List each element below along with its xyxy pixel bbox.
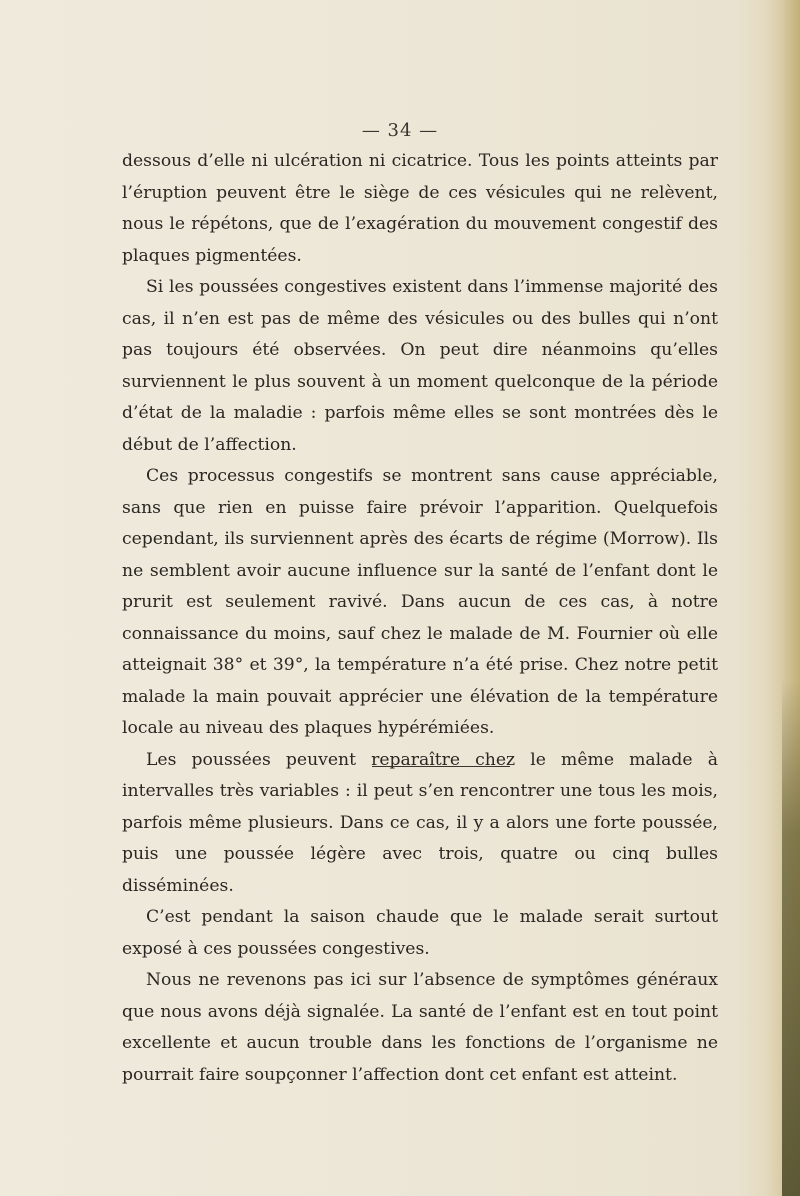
paragraph: Ces processus congestifs se montrent sans cause appréciable, sans que rien en puisse faire prévoir l’apparition. Quelquefois cependant, ils surviennent après des écarts de régime (Morrow). Ils ne semblent avoir aucune influence sur la santé de l’enfant dont le prurit est seulement ravivé. Dans aucun de ces cas, à notre connaissance du moins, sauf chez le malade de M. Fournier où elle atteignait 38° et 39°, la température n’a été prise. Chez notre petit malade la main pouvait apprécier une élévation de la température locale au niveau des plaques hypérémiées. <box>122 466 718 738</box>
paragraph: Nous ne revenons pas ici sur l’absence de symptômes généraux que nous avons déjà signalée. La santé de l’enfant est en tout point excellente et aucun trouble dans les fonctions de l’organisme ne pourrait faire soupçonner l’affection dont cet enfant est atteint. <box>122 970 718 1085</box>
body-text <box>122 146 718 1091</box>
paragraph: Les poussées peuvent reparaître chez le même malade à intervalles très variables : il peut s’en rencontrer une tous les mois, parfois même plusieurs. Dans ce cas, il y a alors une forte poussée, puis une poussée légère avec trois, quatre ou cinq bulles disséminées. <box>122 749 718 896</box>
paragraph: dessous d’elle ni ulcération ni cicatrice. Tous les points atteints par l’éruption peuvent être le siège de ces vésicules qui ne relèvent, nous le répétons, que de l’exagération du mouvement congestif des plaques pigmentées. <box>122 151 718 266</box>
page-number: — 34 — <box>361 120 439 141</box>
paragraph: C’est pendant la saison chaude que le malade serait surtout exposé à ces poussées congestives. <box>122 907 718 959</box>
end-rule <box>372 766 510 767</box>
paragraph: Si les poussées congestives existent dans l’immense majorité des cas, il n’en est pas de même des vésicules ou des bulles qui n’ont pas toujours été observées. On peut dire néanmoins qu’elles surviennent le plus souvent à un moment quelconque de la période d’état de la maladie : parfois même elles se sont montrées dès le début de l’affection. <box>122 277 718 455</box>
page-edge-stain <box>782 680 800 1196</box>
